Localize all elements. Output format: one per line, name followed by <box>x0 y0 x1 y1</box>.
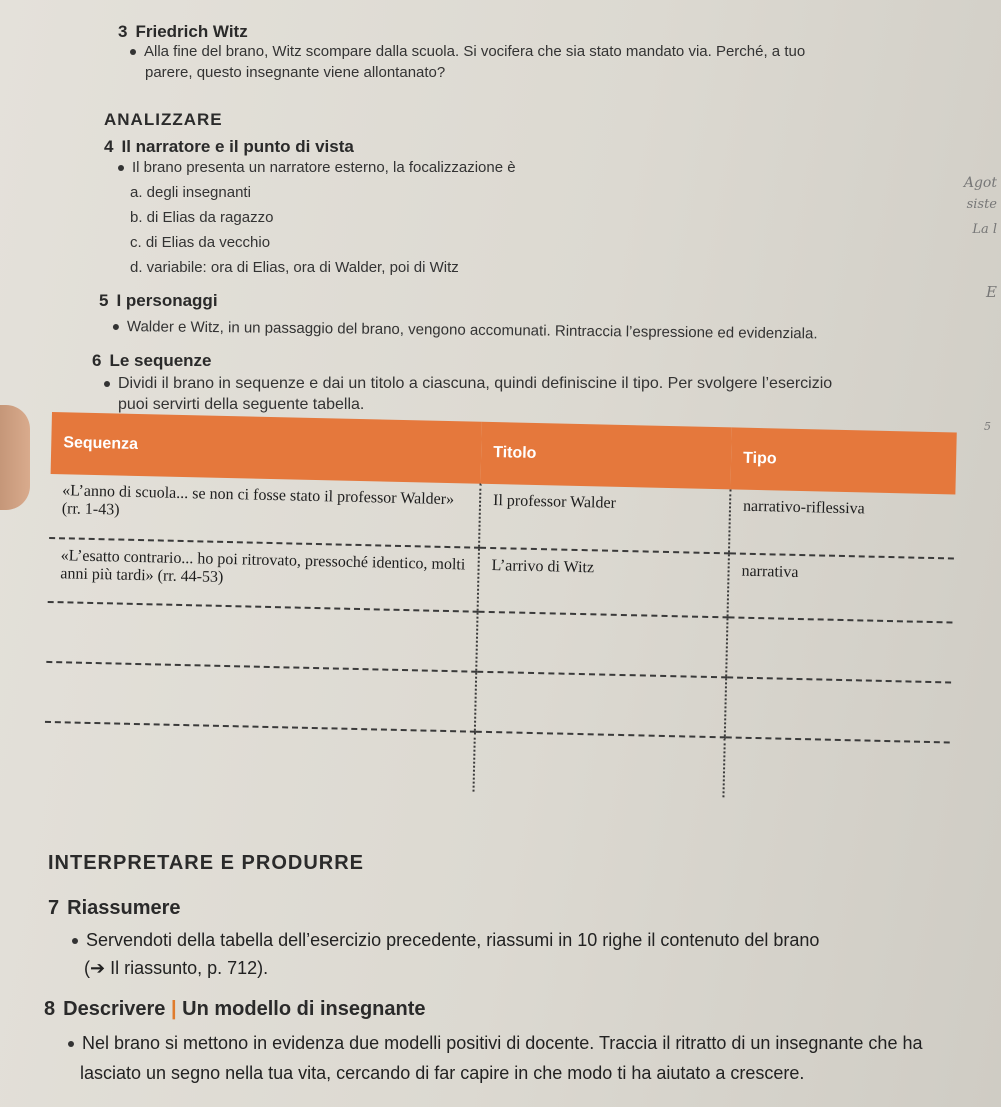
table-header-tipo: Tipo <box>730 427 956 494</box>
question-4-stem: Il brano presenta un narratore esterno, la focalizzazione è <box>118 159 516 176</box>
bleed-text: E <box>986 283 997 301</box>
question-6-text-cont: puoi servirti della seguente tabella. <box>118 396 365 413</box>
table-cell: narrativa <box>728 553 954 622</box>
table-cell: L’arrivo di Witz <box>478 548 729 618</box>
bullet-icon <box>130 49 136 55</box>
question-7-title: 7 Riassumere <box>48 897 181 919</box>
table-header-sequenza: Sequenza <box>51 412 482 484</box>
table-cell-empty[interactable] <box>475 672 726 738</box>
question-7-text: Servendoti della tabella dell’esercizio precedente, riassumi in 10 righe il contenuto del brano <box>72 930 819 951</box>
option-b: b. di Elias da ragazzo <box>130 209 274 226</box>
question-7-text-cont: (➔ Il riassunto, p. 712). <box>84 958 269 978</box>
bleed-text: La l <box>972 222 997 237</box>
bullet-icon <box>113 324 119 330</box>
question-5-text: Walder e Witz, in un passaggio del brano, vengono accomunati. Rintraccia l’espressione ed evidenziala. <box>113 318 818 342</box>
question-5-title: 5 I personaggi <box>99 291 218 310</box>
question-6-title: 6 Le sequenze <box>92 351 212 370</box>
question-3-text-cont: parere, questo insegnante viene allontanato? <box>145 64 446 81</box>
sequence-table <box>44 412 957 802</box>
bleed-text: 5 <box>984 420 991 433</box>
finger <box>0 405 30 510</box>
section-heading-analizzare: ANALIZZARE <box>104 110 223 129</box>
table-cell-empty[interactable] <box>476 612 727 678</box>
table-cell-empty[interactable] <box>45 662 476 732</box>
table-cell-empty[interactable] <box>725 677 951 742</box>
table-cell: «L’anno di scuola... se non ci fosse stato il professor Walder» (rr. 1-43) <box>49 474 480 548</box>
question-4-title: 4 Il narratore e il punto di vista <box>104 137 354 156</box>
question-3-text: Alla fine del brano, Witz scompare dalla scuola. Si vocifera che sia stato mandato via. Perché, a tuo <box>130 43 805 60</box>
question-3-title: 3 Friedrich Witz <box>118 22 248 41</box>
table-cell: narrativo-riflessiva <box>729 489 955 558</box>
option-a: a. degli insegnanti <box>130 184 251 201</box>
option-d: d. variabile: ora di Elias, ora di Walder, poi di Witz <box>130 259 459 276</box>
table-cell: «L’esatto contrario... ho poi ritrovato, pressoché identico, molti anni più tardi» (rr. 44-53) <box>48 538 479 612</box>
question-6-text: Dividi il brano in sequenze e dai un titolo a ciascuna, quindi definiscine il tipo. Per svolgere l’esercizio <box>104 375 832 393</box>
bullet-icon <box>104 381 110 387</box>
section-heading-interpretare: INTERPRETARE E PRODURRE <box>48 852 364 874</box>
bullet-icon <box>68 1041 74 1047</box>
sequence-table-wrapper <box>43 412 957 840</box>
table-cell-empty[interactable] <box>44 722 475 792</box>
question-8-text: Nel brano si mettono in evidenza due modelli positivi di docente. Traccia il ritratto di un insegnante che ha <box>68 1033 922 1054</box>
option-c: c. di Elias da vecchio <box>130 234 271 251</box>
table-cell-empty[interactable] <box>473 732 724 798</box>
bullet-icon <box>118 165 124 171</box>
title-separator: | <box>171 998 177 1020</box>
question-8-title: 8 Descrivere | Un modello di insegnante <box>44 998 426 1020</box>
table-cell-empty[interactable] <box>726 617 952 682</box>
question-8-text-cont: lasciato un segno nella tua vita, cercando di far capire in che modo ti ha aiutato a crescere. <box>80 1063 805 1083</box>
table-cell-empty[interactable] <box>723 737 949 802</box>
table-cell-empty[interactable] <box>46 602 477 672</box>
table-header-titolo: Titolo <box>480 422 731 490</box>
table-cell: Il professor Walder <box>479 484 730 554</box>
bleed-text: Agot <box>963 175 997 191</box>
bullet-icon <box>72 938 78 944</box>
bleed-text: siste <box>966 197 997 212</box>
